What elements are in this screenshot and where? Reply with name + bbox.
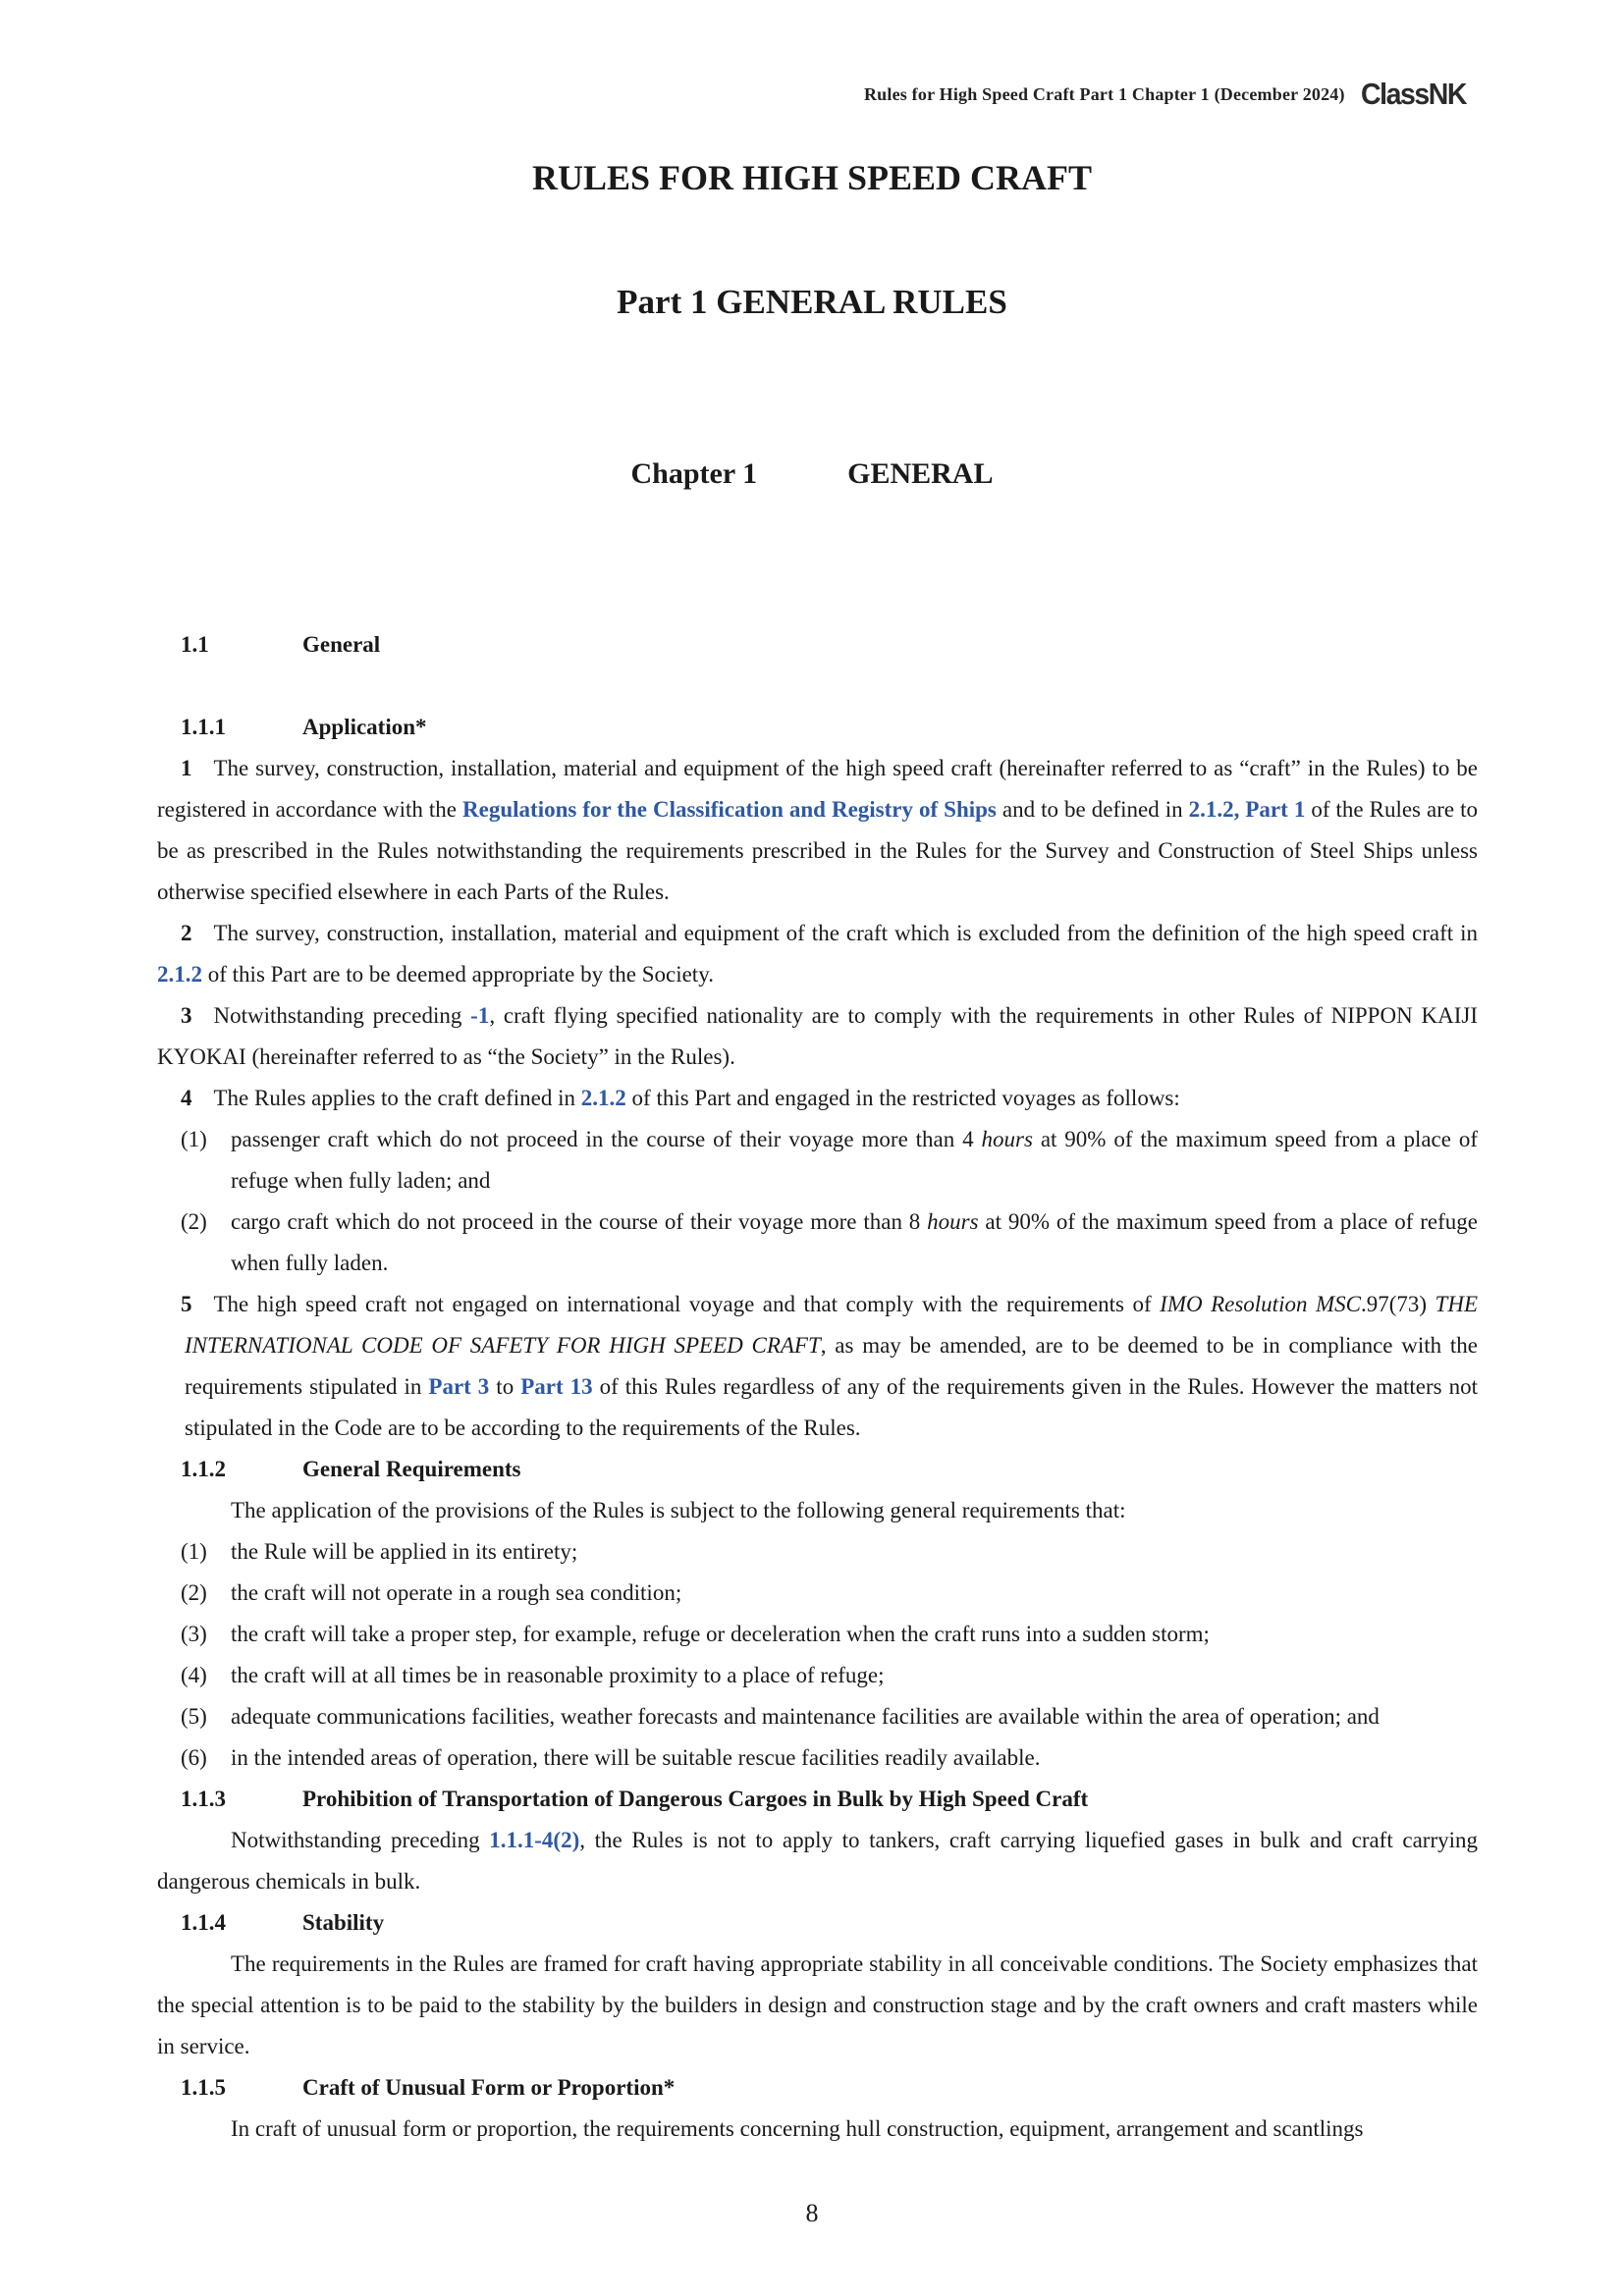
- section-number: 1.1.4: [181, 1910, 226, 1935]
- link-regulations-classification-registry[interactable]: Regulations for the Classification and Registry of Ships: [462, 797, 997, 822]
- item-number: (4): [181, 1663, 207, 1687]
- paragraph-number: 5: [181, 1292, 192, 1316]
- chapter-title: [0, 457, 1624, 491]
- section-title: General Requirements: [302, 1457, 521, 1481]
- paragraph-1: 1 The survey, construction, installation, material and equipment of the high speed craft (hereinafter referred to as “craft” in the Rules) to be registered in accordance with the Regulations for the Classification and Registry of Ships and to be defined in 2.1.2, Part 1 of the Rules are to be as prescribed in the Rules notwithstanding the requirements prescribed in the Rules for the Survey and Construction of Steel Ships unless otherwise specified elsewhere in each Parts of the Rules.: [157, 748, 1478, 913]
- list-item: (5) adequate communications facilities, weather forecasts and maintenance facilities are available within the area of operation; and: [157, 1696, 1478, 1737]
- running-header: [864, 77, 1475, 112]
- part-title: Part 1 GENERAL RULES: [617, 283, 1007, 321]
- item-number: (2): [181, 1580, 207, 1605]
- section-title: Prohibition of Transportation of Dangerous Cargoes in Bulk by High Speed Craft: [302, 1787, 1089, 1811]
- section-heading-1-1-1: [157, 707, 1478, 748]
- section-number: 1.1.3: [181, 1787, 226, 1811]
- running-title: Rules for High Speed Craft Part 1 Chapter 1 (December 2024): [863, 83, 1345, 104]
- section-title: Stability: [302, 1910, 385, 1935]
- list-item: (2) the craft will not operate in a rough sea condition;: [157, 1573, 1478, 1614]
- link-1-1-1-4-2[interactable]: 1.1.1-4(2): [489, 1828, 580, 1852]
- link-paragraph-1[interactable]: -1: [470, 1003, 490, 1028]
- paragraph-number: 4: [181, 1086, 192, 1110]
- item-number: (1): [181, 1539, 207, 1564]
- section-title: Application*: [302, 715, 427, 739]
- paragraph-1-1-5: In craft of unusual form or proportion, the requirements concerning hull construction, equipment, arrangement and scantlings: [231, 2116, 1364, 2141]
- paragraph-3: 3 Notwithstanding preceding -1, craft flying specified nationality are to comply with the requirements in other Rules of NIPPON KAIJI KYOKAI (hereinafter referred to as “the Society” in the Rules).: [157, 995, 1478, 1078]
- list-item: (3) the craft will take a proper step, for example, refuge or deceleration when the craft runs into a sudden storm;: [157, 1614, 1478, 1655]
- paragraph-number: 2: [181, 921, 192, 945]
- chapter-name: GENERAL: [847, 457, 994, 490]
- list-item: (4) the craft will at all times be in reasonable proximity to a place of refuge;: [157, 1655, 1478, 1696]
- item-number: (6): [181, 1745, 207, 1770]
- chapter-label: Chapter 1: [630, 457, 758, 490]
- section-heading-1-1-4: [157, 1902, 1478, 1944]
- section-title: Craft of Unusual Form or Proportion*: [302, 2075, 676, 2100]
- page-number: 8: [805, 2199, 819, 2227]
- item-number: (1): [181, 1127, 207, 1151]
- paragraph-number: 1: [181, 756, 192, 780]
- section-title: General: [302, 632, 381, 657]
- classnk-logo: ClassNK: [1360, 77, 1466, 111]
- item-number: (2): [181, 1209, 207, 1234]
- section-heading-1-1-5: [157, 2067, 1478, 2109]
- list-item: (1) passenger craft which do not proceed in the course of their voyage more than 4 hours at 90% of the maximum speed from a place of refuge when fully laden; and: [157, 1119, 1478, 1201]
- section-number: 1.1: [181, 632, 209, 657]
- paragraph-1-1-4: The requirements in the Rules are framed for craft having appropriate stability in all conceivable conditions. The Society emphasizes that the special attention is to be paid to the stability by the builders in design and construction stage and by the craft owners and craft masters while in service.: [157, 1951, 1478, 2058]
- link-2-1-2[interactable]: 2.1.2: [580, 1086, 626, 1110]
- paragraph-number: 3: [181, 1003, 192, 1028]
- section-number: 1.1.2: [181, 1457, 226, 1481]
- paragraph-intro: The application of the provisions of the Rules is subject to the following general requirements that:: [231, 1498, 1126, 1522]
- section-heading-1-1: [157, 624, 1478, 666]
- list-item: (1) the Rule will be applied in its entirety;: [157, 1531, 1478, 1573]
- body-content: [157, 624, 1478, 2150]
- item-number: (5): [181, 1704, 207, 1729]
- paragraph-5: 5 The high speed craft not engaged on international voyage and that comply with the requirements of IMO Resolution MSC.97(73) THE INTERNATIONAL CODE OF SAFETY FOR HIGH SPEED CRAFT, as may be amended, are to be deemed to be in compliance with the requirements stipulated in Part 3 to Part 13 of this Rules regardless of any of the requirements given in the Rules. However the matters not stipulated in the Code are to be according to the requirements of the Rules.: [157, 1284, 1478, 1449]
- item-number: (3): [181, 1622, 207, 1646]
- section-heading-1-1-2: [157, 1449, 1478, 1490]
- link-2-1-2[interactable]: 2.1.2: [157, 962, 202, 987]
- paragraph-2: 2 The survey, construction, installation, material and equipment of the craft which is excluded from the definition of the high speed craft in 2.1.2 of this Part are to be deemed appropriate by the Society.: [157, 913, 1478, 995]
- link-part-3[interactable]: Part 3: [428, 1374, 490, 1399]
- paragraph-1-1-3: Notwithstanding preceding 1.1.1-4(2), the Rules is not to apply to tankers, craft carrying liquefied gases in bulk and craft carrying dangerous chemicals in bulk.: [157, 1828, 1478, 1894]
- section-heading-1-1-3: [157, 1779, 1478, 1820]
- link-2-1-2-part-1[interactable]: 2.1.2, Part 1: [1188, 797, 1306, 822]
- link-part-13[interactable]: Part 13: [520, 1374, 593, 1399]
- list-item: (2) cargo craft which do not proceed in the course of their voyage more than 8 hours at 90% of the maximum speed from a place of refuge when fully laden.: [157, 1201, 1478, 1284]
- list-item: (6) in the intended areas of operation, there will be suitable rescue facilities readily available.: [157, 1737, 1478, 1779]
- section-number: 1.1.5: [181, 2075, 226, 2100]
- document-title: RULES FOR HIGH SPEED CRAFT: [531, 158, 1093, 197]
- paragraph-4: 4 The Rules applies to the craft defined in 2.1.2 of this Part and engaged in the restricted voyages as follows:: [157, 1078, 1478, 1119]
- section-number: 1.1.1: [181, 715, 226, 739]
